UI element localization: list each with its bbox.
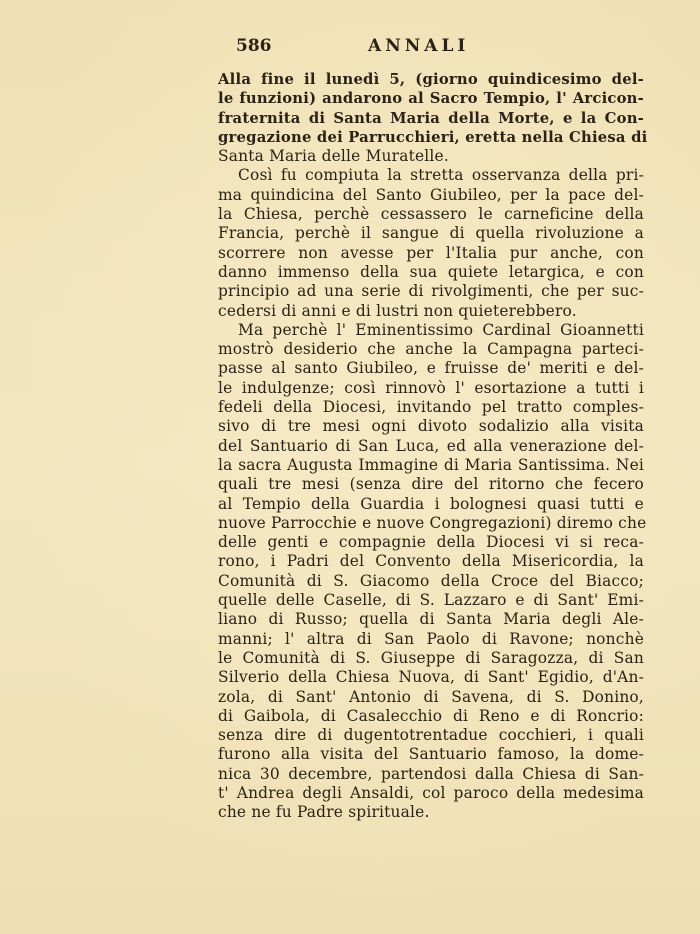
text-line: danno immenso della sua quiete letargica, e con: [218, 262, 644, 281]
text-line: al Tempio della Guardia i bolognesi quasi tutti e: [218, 494, 644, 513]
text-line: Così fu compiuta la stretta osservanza della pri-: [238, 166, 644, 185]
running-head: ANNALI: [368, 36, 470, 56]
text-line: senza dire di dugentotrentadue cocchieri, i quali: [218, 726, 644, 745]
body-text: [218, 70, 648, 823]
text-line: zola, di Sant' Antonio di Savena, di S. Donino,: [218, 687, 644, 706]
paragraph-bold: [218, 70, 648, 147]
text-line: rono, i Padri del Convento della Misericordia, la: [218, 552, 644, 571]
text-line: di Gaibola, di Casalecchio di Reno e di Roncrio:: [218, 706, 644, 725]
paragraph: [218, 320, 647, 823]
text-line: sivo di tre mesi ogni divoto sodalizio alla visita: [218, 417, 644, 436]
paragraph: [218, 166, 644, 320]
text-line: le funzioni) andarono al Sacro Tempio, l' Arcicon-: [218, 90, 644, 108]
text-line: manni; l' altra di San Paolo di Ravone; nonchè: [218, 629, 644, 648]
text-line: t' Andrea degli Ansaldi, col paroco della medesima: [218, 783, 644, 802]
page-header: [236, 36, 476, 58]
text-line: Alla fine il lunedì 5, (giorno quindicesimo del-: [218, 71, 644, 88]
text-line: nuove Parrocchie e nuove Congregazioni) diremo che: [218, 513, 647, 532]
text-line: la Chiesa, perchè cessassero le carneficine della: [218, 205, 644, 224]
text-line: gregazione dei Parrucchieri, eretta nella Chiesa di: [218, 128, 648, 146]
text-line: Francia, perchè il sangue di quella rivoluzione a: [218, 224, 644, 243]
text-line: le Comunità di S. Giuseppe di Saragozza, di San: [218, 648, 644, 667]
text-line: che ne fu Padre spirituale.: [218, 803, 430, 822]
text-line: liano di Russo; quella di Santa Maria degli Ale-: [218, 610, 644, 629]
text-line: principio ad una serie di rivolgimenti, che per suc-: [218, 282, 644, 301]
text-line: del Santuario di San Luca, ed alla venerazione del-: [218, 436, 644, 455]
text-line: scorrere non avesse per l'Italia pur anche, con: [218, 243, 644, 262]
text-line: Silverio della Chiesa Nuova, di Sant' Egidio, d'An-: [218, 668, 644, 687]
text-line: Ma perchè l' Eminentissimo Cardinal Gioannetti: [238, 320, 644, 339]
text-line: mostrò desiderio che anche la Campagna parteci-: [218, 340, 644, 359]
text-line: furono alla visita del Santuario famoso, la dome-: [218, 745, 644, 764]
text-line: Santa Maria delle Muratelle.: [218, 147, 449, 166]
text-line: fedeli della Diocesi, invitando pel tratto comples-: [218, 398, 644, 417]
text-line: delle genti e compagnie della Diocesi vi si reca-: [218, 533, 644, 552]
text-line: le indulgenze; così rinnovò l' esortazione a tutti i: [218, 378, 644, 397]
text-line: quelle delle Caselle, di S. Lazzaro e di Sant' Emi-: [218, 591, 644, 610]
text-line: la sacra Augusta Immagine di Maria Santissima. Nei: [218, 455, 644, 474]
text-line: passe al santo Giubileo, e fruisse de' meriti e del-: [218, 359, 644, 378]
paragraph: [218, 147, 644, 166]
text-line: Comunità di S. Giacomo della Croce del Biacco;: [218, 571, 644, 590]
text-line: quali tre mesi (senza dire del ritorno che fecero: [218, 475, 644, 494]
text-line: ma quindicina del Santo Giubileo, per la pace del-: [218, 185, 644, 204]
page-number: 586: [236, 36, 272, 56]
text-line: cedersi di anni e di lustri non quieterebbero.: [218, 301, 577, 320]
text-line: fraternita di Santa Maria della Morte, e la Con-: [218, 109, 644, 127]
text-line: nica 30 decembre, partendosi dalla Chiesa di San-: [218, 764, 644, 783]
